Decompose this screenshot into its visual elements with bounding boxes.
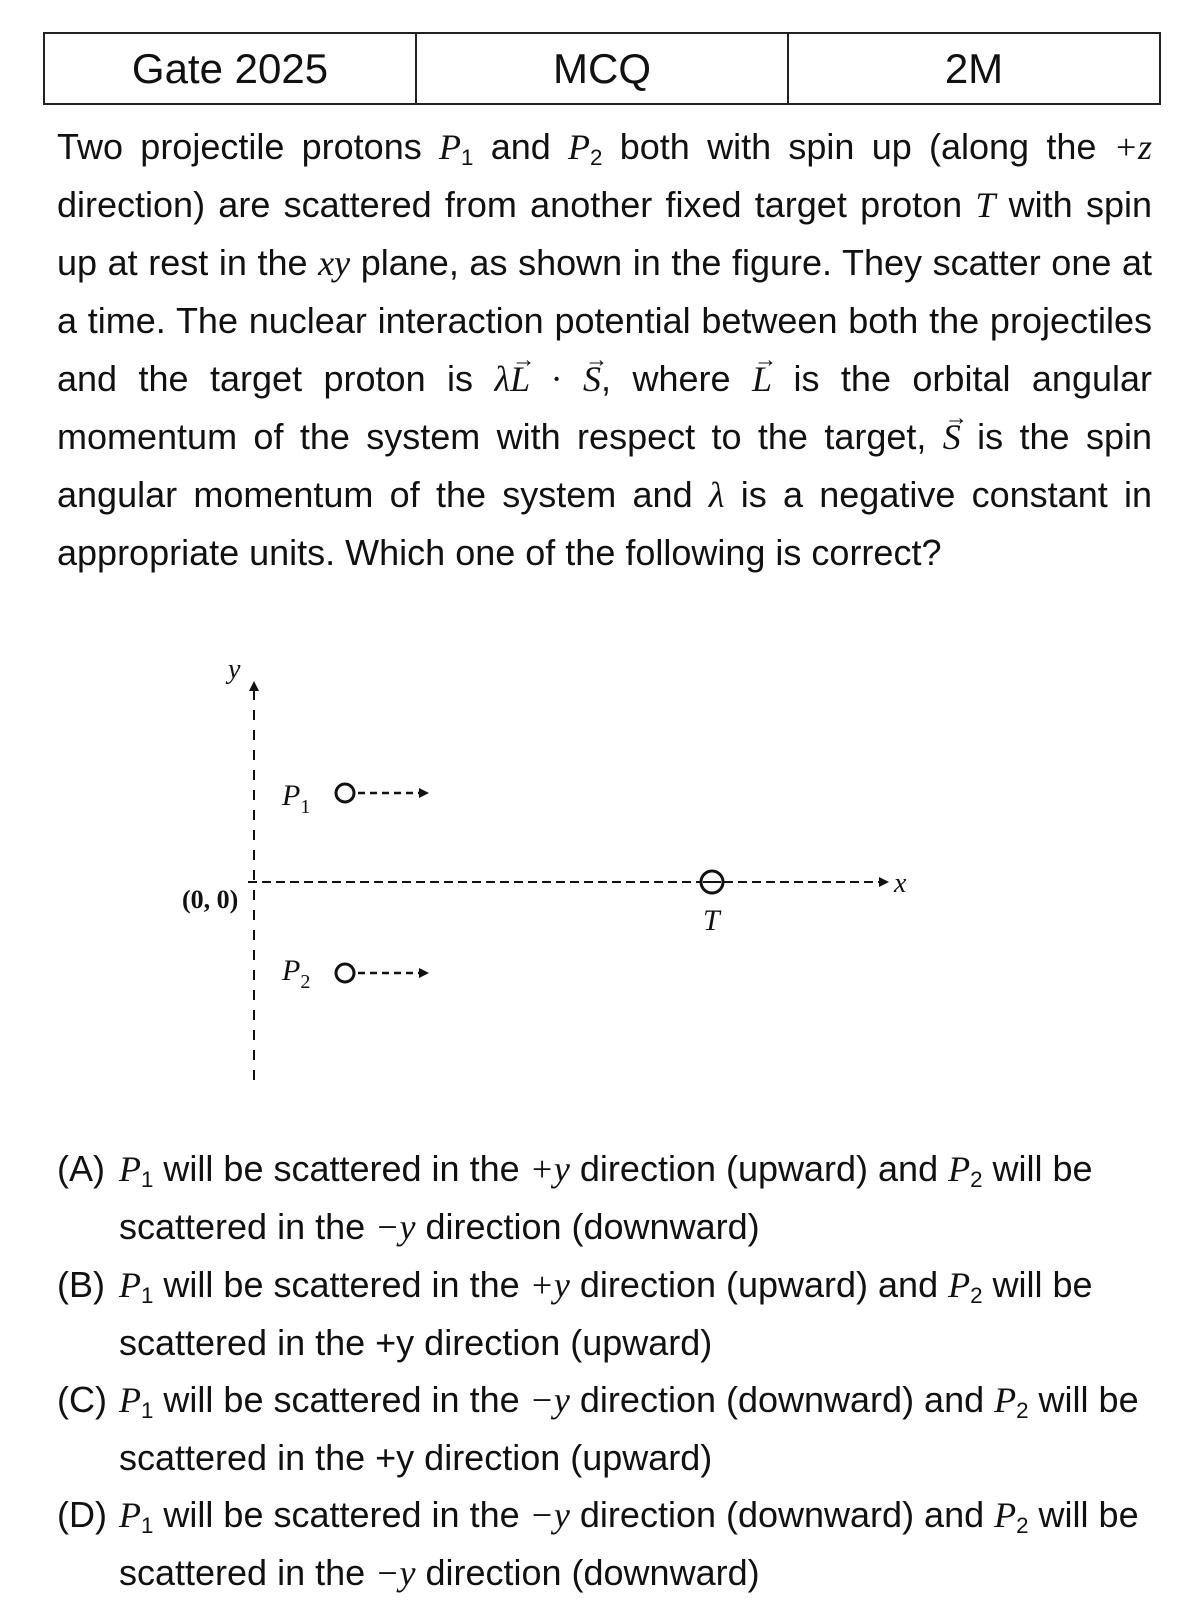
question-type-cell: MCQ <box>416 33 788 104</box>
target-label: T <box>703 904 720 937</box>
q-text-7: , where <box>601 358 752 399</box>
question-header-table <box>43 32 1161 105</box>
option-d-direction-2: −y <box>375 1553 416 1593</box>
option-d-text-4: direction (downward) <box>415 1552 760 1593</box>
p2-symbol: P <box>568 127 591 167</box>
option-d-text-3: will be scattered in the <box>119 1494 1139 1593</box>
p2-label: $P_2$ <box>282 954 311 993</box>
target-symbol: T <box>975 185 996 225</box>
x-axis-label: x <box>894 868 907 899</box>
p1-symbol: P <box>119 1265 141 1305</box>
option-c-direction-1: −y <box>529 1380 570 1420</box>
l-vector-symbol: → L <box>510 361 530 397</box>
option-c-text-2: direction (downward) and <box>569 1379 995 1420</box>
lambda-symbol: λ <box>494 359 511 399</box>
p1-subscript: 1 <box>461 145 474 171</box>
q-text-1: Two projectile protons <box>57 126 439 167</box>
xy-symbol: xy <box>318 243 351 283</box>
p2-symbol: P <box>948 1265 971 1305</box>
option-b-text-1: will be scattered in the <box>153 1264 530 1305</box>
q-text-5: with spin up at rest in the <box>57 184 1152 283</box>
option-c-text-1: will be scattered in the <box>153 1379 530 1420</box>
p1-symbol: P <box>119 1495 141 1535</box>
p1-symbol: P <box>119 1149 141 1189</box>
p2-symbol: P <box>994 1380 1017 1420</box>
option-a-direction-2: −y <box>375 1207 416 1247</box>
p2-subscript: 2 <box>590 145 603 171</box>
p2-subscript: 2 <box>970 1283 983 1309</box>
p1-label: $P_1$ <box>282 779 311 818</box>
question-paragraph <box>57 118 1152 582</box>
origin-label: (0, 0) <box>182 885 239 914</box>
exam-name-cell: Gate 2025 <box>44 33 416 104</box>
q-text-8: is the orbital angular momentum of the system with respect to the target, <box>57 358 1153 457</box>
p1-subscript: 1 <box>141 1398 154 1424</box>
option-d-key: (D) <box>57 1494 107 1535</box>
y-axis-label: y <box>228 660 241 685</box>
q-text-6: plane, as shown in the figure. They scatter one at a time. The nuclear interaction potential between both the projectiles and the target proton is <box>57 242 1152 399</box>
option-b-text-2: direction (upward) and <box>569 1264 949 1305</box>
p1-symbol: P <box>119 1380 141 1420</box>
option-a-key: (A) <box>57 1148 105 1189</box>
option-c-key: (C) <box>57 1379 107 1420</box>
s-vector-symbol-2: → S <box>943 419 961 455</box>
plus-z-symbol: +z <box>1113 127 1152 167</box>
option-b[interactable] <box>57 1256 1152 1371</box>
q-text-2: and <box>473 126 569 167</box>
option-d-text-2: direction (downward) and <box>569 1494 995 1535</box>
option-c-text-3: will be scattered in the +y direction (upward) <box>119 1379 1139 1478</box>
header-row <box>44 33 1160 104</box>
answer-options <box>57 1140 1152 1602</box>
p2-subscript: 2 <box>970 1167 983 1193</box>
option-a-text-1: will be scattered in the <box>153 1148 530 1189</box>
p1-symbol: P <box>439 127 461 167</box>
proton-p2 <box>336 964 354 982</box>
option-c[interactable] <box>57 1371 1152 1486</box>
option-b-text-3: will be scattered in the +y direction (upward) <box>119 1264 1093 1363</box>
p2-subscript: 2 <box>1016 1513 1029 1539</box>
p1-subscript: 1 <box>141 1283 154 1309</box>
p2-symbol: P <box>994 1495 1017 1535</box>
option-a-text-2: direction (upward) and <box>569 1148 949 1189</box>
question-text <box>57 118 1152 582</box>
s-vector-symbol: → S <box>583 361 601 397</box>
option-a-direction-1: +y <box>529 1149 570 1189</box>
q-text-9: is the spin angular momentum of the system and <box>57 416 1152 515</box>
option-d-direction-1: −y <box>529 1495 570 1535</box>
option-a-text-4: direction (downward) <box>415 1206 760 1247</box>
proton-p1 <box>336 784 354 802</box>
q-text-10: is a negative constant in appropriate units. Which one of the following is correct? <box>57 474 1152 573</box>
option-b-key: (B) <box>57 1264 105 1305</box>
option-b-direction-1: +y <box>529 1265 570 1305</box>
p1-subscript: 1 <box>141 1167 154 1193</box>
l-vector-symbol-2: → L <box>752 361 772 397</box>
p2-subscript: 2 <box>1016 1398 1029 1424</box>
p1-subscript: 1 <box>141 1513 154 1539</box>
option-d[interactable] <box>57 1486 1152 1602</box>
q-text-4: direction) are scattered from another fixed target proton <box>57 184 976 225</box>
q-text-3: both with spin up (along the <box>602 126 1114 167</box>
marks-cell: 2M <box>788 33 1160 104</box>
dot-operator: · <box>530 359 584 399</box>
option-a-text-3: will be scattered in the <box>119 1148 1093 1247</box>
scattering-figure <box>170 660 950 1120</box>
p2-symbol: P <box>948 1149 971 1189</box>
option-d-text-1: will be scattered in the <box>153 1494 530 1535</box>
lambda-symbol-2: λ <box>708 475 725 515</box>
option-a[interactable] <box>57 1140 1152 1256</box>
